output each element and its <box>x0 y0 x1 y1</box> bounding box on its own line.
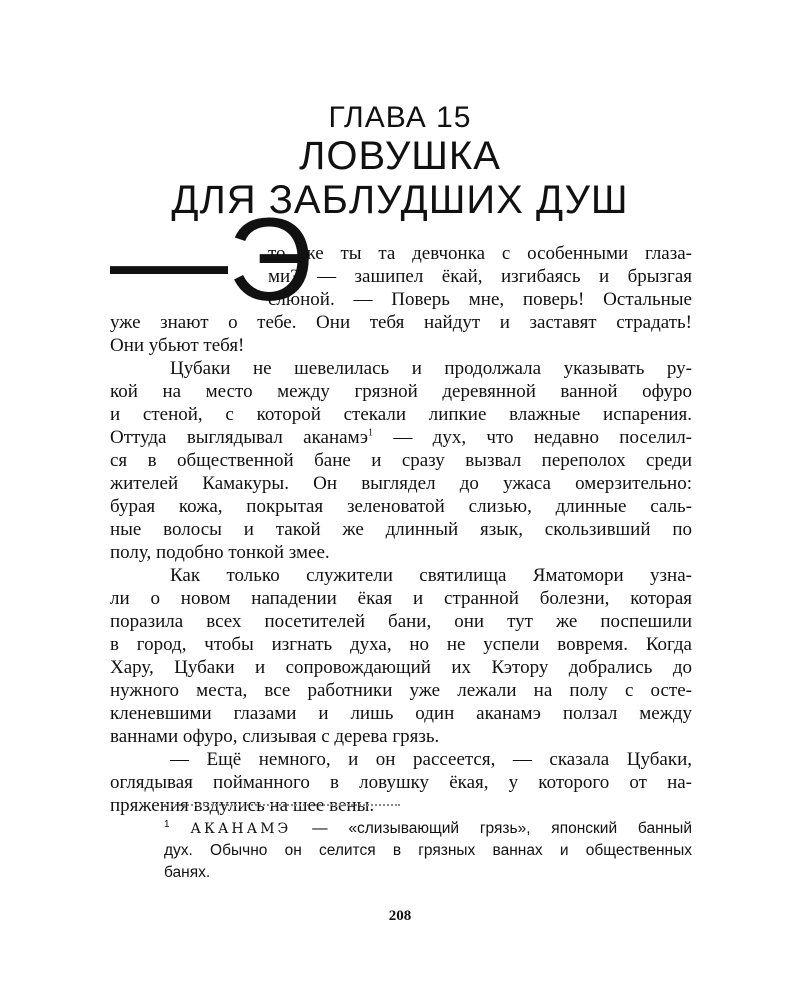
text-line: ные волосы и такой же длинный язык, скользивший по <box>110 519 692 540</box>
text-line: ми? — зашипел ёкай, изгибаясь и брызгая <box>268 266 692 287</box>
text-line: пряжения вздулись на шее вены. <box>110 795 375 816</box>
footnote-ref: 1 <box>368 427 373 439</box>
text-line: кой на место между грязной деревянной ванной офуро <box>110 381 692 402</box>
text-line: в город, чтобы изгнать духа, но не успели вовремя. Когда <box>110 634 692 655</box>
drop-cap: —Э <box>110 194 313 326</box>
text-line: Хару, Цубаки и сопровождающий их Кэтору добрались до <box>110 657 692 678</box>
text-line: Цубаки не шевелилась и продолжала указывать ру- <box>170 358 692 379</box>
text-line: нужного места, все работники уже лежали на полу с осте- <box>110 680 692 701</box>
text-line: оглядывая пойманного в ловушку ёкая, у которого от на- <box>110 772 692 793</box>
footnote-line <box>164 818 692 840</box>
chapter-title-line-1: ЛОВУШКА <box>299 134 501 178</box>
chapter-label: ГЛАВА 15 <box>328 101 472 134</box>
text-line: Как только служители святилища Яматомори узна- <box>170 565 692 586</box>
text-line: поразила всех посетителей бани, они тут же поспешили <box>110 611 692 632</box>
text-line: слюной. — Поверь мне, поверь! Остальные <box>268 289 692 310</box>
footnote-marker: 1 <box>164 818 170 830</box>
text-line: то же ты та девчонка с особенными глаза- <box>268 243 692 264</box>
text-line: бурая кожа, покрытая зеленоватой слизью, длинные саль- <box>110 496 692 517</box>
text-line: кленевшими глазами и лишь один аканамэ ползал между <box>110 703 692 724</box>
text-line: уже знают о тебе. Они тебя найдут и заставят страдать! <box>110 312 692 333</box>
page-number: 208 <box>388 908 412 924</box>
text-line: Они убьют тебя! <box>110 335 245 356</box>
footnote-line: дух. Обычно он селится в грязных ваннах и общественных <box>164 842 692 859</box>
footnote-line: банях. <box>164 864 211 881</box>
text-line: ли о новом нападении ёкая и странной болезни, которая <box>110 588 692 609</box>
text-line <box>110 426 692 449</box>
text-fragment: — дух, что недавно поселил- <box>373 427 692 448</box>
footnote-text: — «слизывающий грязь», японский банный <box>291 820 692 837</box>
footnote-term: АКАНАМЭ <box>190 821 292 837</box>
footnote-divider <box>164 804 400 806</box>
chapter-title-line-2: ДЛЯ ЗАБЛУДШИХ ДУШ <box>171 178 629 222</box>
text-line: жителей Камакуры. Он выглядел до ужаса омерзительно: <box>110 473 692 494</box>
text-line: и стеной, с которой стекали липкие влажные испарения. <box>110 404 692 425</box>
text-line: ваннами офуро, слизывая с дерева грязь. <box>110 726 440 747</box>
text-line: — Ещё немного, и он рассеется, — сказала Цубаки, <box>170 749 692 770</box>
text-fragment: Оттуда выглядывал аканамэ <box>110 427 368 448</box>
text-line: полу, подобно тонкой змее. <box>110 542 330 563</box>
text-line: ся в общественной бане и сразу вызвал переполох среди <box>110 450 692 471</box>
